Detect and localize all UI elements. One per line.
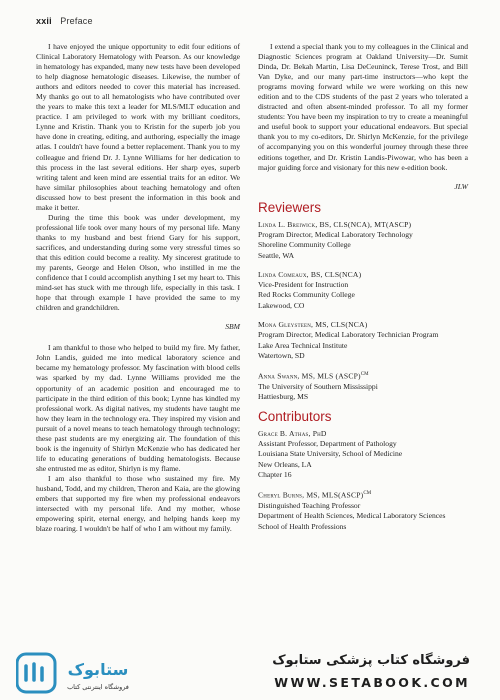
reviewer-name: Mona Gleysteen, MS, CLS(NCA) <box>258 320 368 330</box>
reviewer-name: Anna Swann, MS, MLS (ASCP) <box>258 371 361 381</box>
reviewer-name: Linda Comeaux, BS, CLS(NCA) <box>258 269 362 279</box>
preface-paragraph: I have enjoyed the unique opportunity to edit four editions of Clinical Laboratory Hematology with Pearson. As our knowledge in hematology has expanded, many new tests have been developed to help diagnose hematologic diseases. Likewise, the number of authors and editors needed to cover this material has increased. My thanks go out to all hematologists who have contributed over the years to make this text a leader for MLS/MLT education and practice. I am privileged to work with my brilliant coeditors, Lynne and Kristin. Thank you to Kristin for the superb job you have done in creating, editing, and authoring, especially the image atlas. I couldn't have found a better replacement. Thank you to my colleague and friend Dr. J. Lynne Williams for her dedication to this process in the last several editions. Her sharp eyes, superb writing talent and keen mind are essential traits for an editor. We have similar philosophies about teaching hematology and often discussed how to best present the information in this book and make it better. <box>36 42 240 212</box>
reviewer-line: Lake Area Technical Institute <box>258 340 348 350</box>
logo-subtext: فروشگاه اینترنتی کتاب <box>67 683 129 691</box>
store-title: فروشگاه کتاب پزشکی ستابوک <box>272 653 470 668</box>
page-number: xxii <box>36 16 52 26</box>
credential-superscript: CM <box>360 372 369 378</box>
reviewer-line: The University of Southern Mississippi <box>258 382 378 392</box>
reviewer-line: Program Director, Medical Laboratory Technology <box>258 230 413 239</box>
reviewer-line: Hattiesburg, MS <box>258 392 309 402</box>
contributor-name-row <box>258 489 468 501</box>
reviewer-name-row <box>258 370 468 382</box>
preface-paragraph: During the time this book was under development, my professional life took over many hours of my personal life. Many thanks to my husband and best friend Gary for his support, sacrifices, and understanding during some very stressful times so that this edition could become a reality. My sincerest gratitude to my parents, George and Helen Olson, who instilled in me the confidence that I could accomplish anything I set my heart to. This mind-set has stuck with me through life, especially in this task. I hope that through example I have provided the same to my children and grandchildren. <box>36 212 240 313</box>
reviewer-line: Red Rocks Community College <box>258 290 355 300</box>
contributor-line: New Orleans, LA <box>258 459 312 469</box>
left-column <box>36 42 240 534</box>
signature-jlw: JLW <box>454 181 468 191</box>
reviewer-name: Linda L. Breiwick, BS, CLS(NCA), MT(ASCP) <box>258 219 412 229</box>
reviewer-line: Seattle, WA <box>258 250 295 260</box>
store-url[interactable]: WWW.SETABOOK.COM <box>274 675 470 690</box>
reviewer-entry <box>258 370 468 402</box>
preface-paragraph: I am thankful to those who helped to build my fire. My father, John Landis, guided me into medical laboratory science and became my hematology professor. My fascination with blood cells was sparked by my dad. Lynne Williams provided me the opportunity of an academic position and encouraged me to participate in the third edition of this book; Lynne has kindled my professional work. As digital natives, my students have taught me how they learn in the technology era. They inspired my vision and pursuit of a novel means to teach hematology through technology; these past students are my energizing air. The foundation of this book is the ingenuity of Shirlyn McKenzie who has dedicated her life to educating generations of budding hematologists. Because she entrusted me as editor, Shirlyn is my flame. <box>36 343 240 473</box>
contributor-line: Department of Health Sciences, Medical Laboratory Sciences <box>258 511 446 521</box>
setabook-logo[interactable] <box>16 652 142 694</box>
preface-paragraph: I am also thankful to those who sustained my fire. My husband, Todd, and my children, Theron and Kaia, are the glowing embers that supported my fire when my professional endeavors intersected with my personal life. And my mother, whose empowering spirit, eternal energy, and helping hands keep my blaze roaring. I wouldn't be half of who I am without my family. <box>36 473 240 534</box>
reviewer-line: Lakewood, CO <box>258 300 305 310</box>
reviewers-heading: Reviewers <box>258 199 322 215</box>
reviewer-line: Watertown, SD <box>258 350 305 360</box>
contributor-line: Chapter 16 <box>258 469 292 479</box>
preface-paragraph: I extend a special thank you to my colleagues in the Clinical and Diagnostic Sciences program at Oakland University—Dr. Sumit Dinda, Dr. Bekah Martin, Lisa DeCeuninck, Terese Trost, and Bill Van Dyke, and our many part-time instructors—who kept the programs moving forward while we were working on this new edition and to the CDS students of the past 2 years who tolerated a distracted and often absent-minded professor. To all my former students: You have been my inspiration to try to create a meaningful and useful book to support your educational endeavors. But special thank you to my co-editors, Dr. Shirlyn McKenzie, for the privilege of accompanying you on this wonderful journey through these three editions together, and Dr. Kristin Landis-Piwowar, who has been a major guiding force and visionary for this new e-edition book. <box>258 42 468 172</box>
contributor-line: Louisiana State University, School of Medicine <box>258 449 403 459</box>
right-column <box>258 42 468 541</box>
contributor-entry <box>258 429 468 480</box>
contributor-name: Grace B. Athas, PhD <box>258 428 327 438</box>
reviewer-line: Shoreline Community College <box>258 240 351 250</box>
logo-mark <box>26 664 42 680</box>
reviewer-entry <box>258 270 468 311</box>
contributors-heading: Contributors <box>258 408 332 424</box>
credential-superscript: CM <box>363 491 372 497</box>
contributor-line: School of Health Professions <box>258 521 347 531</box>
running-head: Preface <box>60 16 93 26</box>
contributor-entry <box>258 489 468 532</box>
logo-text: ستابوک <box>67 660 129 679</box>
reviewer-entry <box>258 320 468 361</box>
contributor-name: Cheryl Burns, MS, MLS(ASCP) <box>258 490 364 500</box>
contributor-line: Distinguished Teaching Professor <box>258 501 361 511</box>
reviewer-line: Program Director, Medical Laboratory Technician Program <box>258 330 439 340</box>
contributor-line: Assistant Professor, Department of Pathology <box>258 439 397 449</box>
reviewer-entry <box>258 220 468 261</box>
reviewer-line: Vice-President for Instruction <box>258 280 349 290</box>
signature-sbm: SBM <box>225 322 240 332</box>
page-header <box>36 16 93 26</box>
logo-frame <box>17 654 55 692</box>
